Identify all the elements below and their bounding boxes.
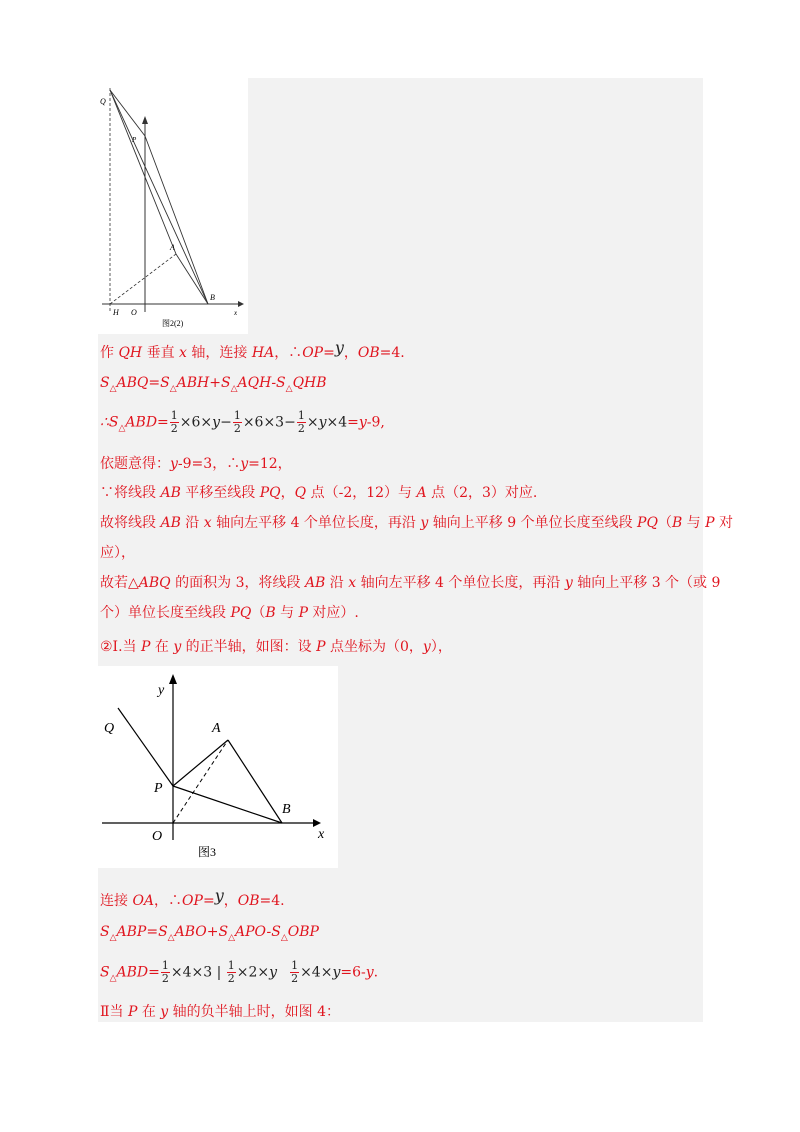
label-o: O bbox=[152, 829, 163, 844]
text-line-13: $S_\triangle ABD=$ $\frac{1}{2}$ ×4×3 | $\frac{1}{2}$ ×2×y $\frac{1}{2}$ ×4×y=6-y. bbox=[100, 959, 379, 985]
figure-2-2-graph bbox=[98, 78, 248, 334]
figure-3-graph bbox=[98, 666, 338, 868]
label-x: x bbox=[318, 827, 325, 842]
text-line-9: 个）单位长度至线段 PQ（B 与 P 对应）. bbox=[100, 605, 359, 621]
label-b: B bbox=[210, 293, 215, 302]
figure-3 bbox=[98, 666, 338, 868]
label-p: P bbox=[132, 136, 137, 144]
text-line-3: $\therefore S_\triangle ABD=$ $\frac{1}{2}$ ×6×y− $\frac{1}{2}$ ×6×3− $\frac{1}{2}$ ×y×4=y-9, bbox=[100, 409, 385, 435]
text-line-8: 故若△ABQ 的面积为 3，将线段 AB 沿 x 轴向左平移 4 个单位长度，再沿 y 轴向上平移 3 个（或 9 bbox=[100, 575, 721, 591]
figure-caption: 图3 bbox=[198, 845, 217, 859]
label-a: A bbox=[212, 721, 221, 736]
figure-caption: 图2(2) bbox=[162, 319, 184, 328]
label-y: y bbox=[158, 683, 165, 698]
text-line-5: ∵将线段 AB 平移至线段 PQ，Q 点（-2，12）与 A 点（2，3）对应. bbox=[100, 485, 538, 501]
label-a: A bbox=[170, 243, 175, 252]
text-line-6: 故将线段 AB 沿 x 轴向左平移 4 个单位长度，再沿 y 轴向上平移 9 个单位长度至线段 PQ（B 与 P 对 bbox=[100, 515, 734, 531]
text-line-7: 应）， bbox=[100, 545, 135, 561]
label-p: P bbox=[154, 781, 163, 796]
text-line-4: 依题意得：y-9=3，∴y=12， bbox=[100, 456, 292, 472]
label-q: Q bbox=[100, 97, 106, 106]
text-line-11: 连接 OA，∴OP=y，OB=4. bbox=[100, 886, 285, 909]
label-q: Q bbox=[104, 721, 115, 736]
text-line-1: 作 QH 垂直 x 轴，连接 HA，∴OP=y，OB=4. bbox=[100, 338, 405, 361]
label-h: H bbox=[113, 308, 119, 317]
label-x: x bbox=[234, 309, 238, 317]
text-line-14: Ⅱ当 P 在 y 轴的负半轴上时，如图 4： bbox=[100, 1004, 341, 1020]
text-line-12: $S_\triangle ABP=S_\triangle ABO+S_\triangle APO-S_\triangle OBP$ bbox=[100, 924, 319, 943]
label-o: O bbox=[131, 308, 137, 317]
figure-2-2 bbox=[98, 78, 248, 334]
label-b: B bbox=[282, 802, 291, 817]
text-line-10: ②Ⅰ.当 P 在 y 的正半轴，如图：设 P 点坐标为（0，y）， bbox=[100, 639, 452, 655]
text-line-2: $S_\triangle ABQ=S_\triangle ABH+S_\triangle AQH-S_\triangle QHB$ bbox=[100, 375, 327, 394]
